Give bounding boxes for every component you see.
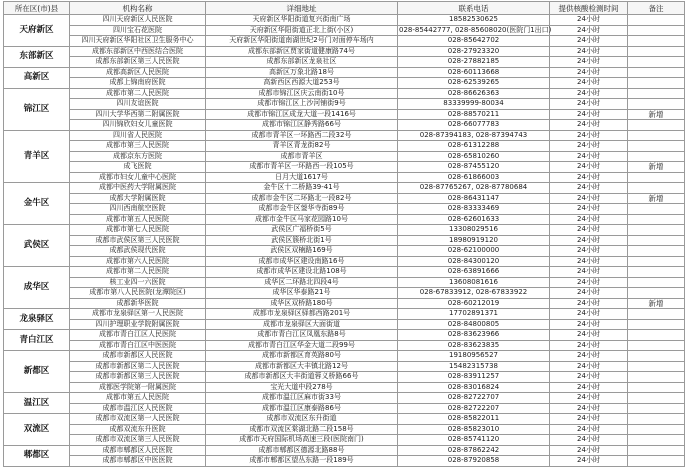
table-row (4, 214, 685, 225)
table-row (4, 67, 685, 78)
note-cell (628, 214, 685, 225)
table-row (4, 246, 685, 257)
hours-cell: 24小时 (550, 403, 628, 414)
header-note: 备注 (628, 2, 685, 15)
note-cell (628, 288, 685, 299)
note-cell (628, 435, 685, 446)
hours-cell: 24小时 (550, 99, 628, 110)
address-cell: 日月大道1617号 (206, 172, 398, 183)
note-cell (628, 99, 685, 110)
institution-cell: 成都市青白江区人民医院 (70, 330, 206, 341)
hours-cell: 24小时 (550, 151, 628, 162)
institution-cell: 成都市郫都区中医医院 (70, 456, 206, 467)
hours-cell: 24小时 (550, 246, 628, 257)
address-cell: 成都市新都区育英路80号 (206, 351, 398, 362)
hours-cell: 24小时 (550, 25, 628, 36)
phone-cell: 028-62601633 (398, 214, 550, 225)
note-cell (628, 46, 685, 57)
hours-cell: 24小时 (550, 214, 628, 225)
header-row (4, 2, 685, 15)
hours-cell: 24小时 (550, 393, 628, 404)
hours-cell: 24小时 (550, 15, 628, 26)
phone-cell: 028-60113668 (398, 67, 550, 78)
testing-sites-table (3, 1, 685, 467)
district-cell: 青白江区 (4, 330, 70, 351)
institution-cell: 四川天府新区人民医院 (70, 15, 206, 26)
institution-cell: 成飞医院 (70, 162, 206, 173)
hours-cell: 24小时 (550, 172, 628, 183)
phone-cell: 028-87920858 (398, 456, 550, 467)
hours-cell: 24小时 (550, 57, 628, 68)
district-cell: 东部新区 (4, 46, 70, 67)
phone-cell: 13608081616 (398, 277, 550, 288)
address-cell: 金牛区十二桥路39-41号 (206, 183, 398, 194)
note-cell (628, 309, 685, 320)
table-row (4, 172, 685, 183)
phone-cell: 028-84300120 (398, 256, 550, 267)
institution-cell: 成都市第七人民医院 (70, 225, 206, 236)
address-cell: 成都市成华区建设北路108号 (206, 267, 398, 278)
phone-cell: 028-87862242 (398, 445, 550, 456)
address-cell: 成都市青白江区凤凰东路8号 (206, 330, 398, 341)
institution-cell: 成都新华医院 (70, 298, 206, 309)
address-cell: 天府新区华阳街道复兴街南广场 (206, 15, 398, 26)
hours-cell: 24小时 (550, 88, 628, 99)
institution-cell: 成都市武侯区第三人民医院 (70, 235, 206, 246)
institution-cell: 四川友谊医院 (70, 99, 206, 110)
phone-cell: 028-63891666 (398, 267, 550, 278)
district-cell: 青羊区 (4, 130, 70, 183)
institution-cell: 成都双流东升医院 (70, 424, 206, 435)
phone-cell: 028-60212019 (398, 298, 550, 309)
table-row (4, 36, 685, 47)
table-row (4, 225, 685, 236)
hours-cell: 24小时 (550, 235, 628, 246)
table-row (4, 288, 685, 299)
hours-cell: 24小时 (550, 78, 628, 89)
note-cell (628, 414, 685, 425)
address-cell: 武侯区簇桥北街1号 (206, 235, 398, 246)
phone-cell: 028-83623835 (398, 340, 550, 351)
district-cell: 温江区 (4, 393, 70, 414)
table-row (4, 78, 685, 89)
address-cell: 成都市金牛区马家花园路10号 (206, 214, 398, 225)
address-cell: 成都市郫都区德源北路88号 (206, 445, 398, 456)
address-cell: 成都市双流区棠湖北路二段158号 (206, 424, 398, 435)
institution-cell: 成都东部新区第三人民医院 (70, 57, 206, 68)
address-cell: 成华区华泰路21号 (206, 288, 398, 299)
table-row (4, 372, 685, 383)
hours-cell: 24小时 (550, 183, 628, 194)
hours-cell: 24小时 (550, 277, 628, 288)
hours-cell: 24小时 (550, 456, 628, 467)
phone-cell: 028-61866003 (398, 172, 550, 183)
district-cell: 锦江区 (4, 88, 70, 130)
phone-cell: 028-62539265 (398, 78, 550, 89)
hours-cell: 24小时 (550, 351, 628, 362)
institution-cell: 成都市双流区第三人民医院 (70, 435, 206, 446)
institution-cell: 成都市新都区第三人民医院 (70, 372, 206, 383)
header-district: 所在区(市)县 (4, 2, 70, 15)
phone-cell: 028-88570211 (398, 109, 550, 120)
phone-cell: 028-86431147 (398, 193, 550, 204)
hours-cell: 24小时 (550, 361, 628, 372)
table-row (4, 204, 685, 215)
table-row (4, 256, 685, 267)
phone-cell: 028-27923320 (398, 46, 550, 57)
hours-cell: 24小时 (550, 288, 628, 299)
note-cell (628, 120, 685, 131)
note-cell (628, 67, 685, 78)
phone-cell: 028-85642702 (398, 36, 550, 47)
hours-cell: 24小时 (550, 330, 628, 341)
note-cell (628, 204, 685, 215)
address-cell: 成都市龙泉驿区驿都西路201号 (206, 309, 398, 320)
hours-cell: 24小时 (550, 340, 628, 351)
phone-cell: 028-83623966 (398, 330, 550, 341)
table-row (4, 330, 685, 341)
phone-cell: 028-66077783 (398, 120, 550, 131)
phone-cell: 028-62100000 (398, 246, 550, 257)
note-cell (628, 25, 685, 36)
district-cell: 郫都区 (4, 445, 70, 466)
address-cell: 成都市郫都区望丛东路一段189号 (206, 456, 398, 467)
note-cell (628, 78, 685, 89)
hours-cell: 24小时 (550, 319, 628, 330)
table-row (4, 162, 685, 173)
phone-cell: 028-84800805 (398, 319, 550, 330)
phone-cell: 028-85822011 (398, 414, 550, 425)
address-cell: 成都市青羊区一环路西一段105号 (206, 162, 398, 173)
table-row (4, 99, 685, 110)
note-cell (628, 319, 685, 330)
note-cell (628, 445, 685, 456)
address-cell: 成都市锦江区庆云南街10号 (206, 88, 398, 99)
institution-cell: 成都武侯现代医院 (70, 246, 206, 257)
header-hours: 提供核酸检测时间 (550, 2, 628, 15)
hours-cell: 24小时 (550, 267, 628, 278)
table-row (4, 445, 685, 456)
address-cell: 成都市青白江区华金大道二段99号 (206, 340, 398, 351)
hours-cell: 24小时 (550, 435, 628, 446)
address-cell: 成都市天府国际机场高速三段(医院南门) (206, 435, 398, 446)
note-cell: 新增 (628, 109, 685, 120)
note-cell (628, 330, 685, 341)
table-row (4, 319, 685, 330)
note-cell (628, 172, 685, 183)
note-cell (628, 235, 685, 246)
phone-cell: 028-83333469 (398, 204, 550, 215)
hours-cell: 24小时 (550, 130, 628, 141)
phone-cell: 028-67833912, 028-67833922 (398, 288, 550, 299)
table-row (4, 424, 685, 435)
note-cell: 新增 (628, 162, 685, 173)
note-cell (628, 88, 685, 99)
header-address: 详细地址 (206, 2, 398, 15)
institution-cell: 成都市第五人民医院 (70, 214, 206, 225)
table-row (4, 361, 685, 372)
note-cell (628, 183, 685, 194)
address-cell: 成都市新都区大丰镇北路12号 (206, 361, 398, 372)
phone-cell: 028-65810260 (398, 151, 550, 162)
table-row (4, 141, 685, 152)
address-cell: 青羊区青龙街82号 (206, 141, 398, 152)
institution-cell: 核工业四一六医院 (70, 277, 206, 288)
table-row (4, 414, 685, 425)
address-cell: 宝光大道中段278号 (206, 382, 398, 393)
note-cell (628, 36, 685, 47)
phone-cell: 028-86626363 (398, 88, 550, 99)
address-cell: 高新区万象北路18号 (206, 67, 398, 78)
phone-cell: 028-85823010 (398, 424, 550, 435)
address-cell: 成都市双流区东升街道 (206, 414, 398, 425)
phone-cell: 83339999-80034 (398, 99, 550, 110)
table-row (4, 183, 685, 194)
phone-cell: 18980919120 (398, 235, 550, 246)
institution-cell: 成都市青白江区中医医院 (70, 340, 206, 351)
hours-cell: 24小时 (550, 36, 628, 47)
table-row (4, 435, 685, 446)
address-cell: 成都市锦江区上沙河铺街9号 (206, 99, 398, 110)
table-row (4, 57, 685, 68)
note-cell (628, 361, 685, 372)
hours-cell: 24小时 (550, 46, 628, 57)
district-cell: 武侯区 (4, 225, 70, 267)
institution-cell: 成都市第五人民医院 (70, 393, 206, 404)
hours-cell: 24小时 (550, 414, 628, 425)
header-phone: 联系电话 (398, 2, 550, 15)
address-cell: 天府新区华阳街道正北上街(小区) (206, 25, 398, 36)
hours-cell: 24小时 (550, 67, 628, 78)
district-cell: 金牛区 (4, 183, 70, 225)
institution-cell: 成都市第二人民医院 (70, 88, 206, 99)
phone-cell: 028-85442777, 028-85608020(医院门1出口) (399, 25, 552, 34)
hours-cell: 24小时 (550, 424, 628, 435)
hours-cell: 24小时 (550, 141, 628, 152)
table-row (4, 267, 685, 278)
table-row (4, 340, 685, 351)
institution-cell: 四川天府新区华阳社区卫生服务中心 (70, 36, 206, 47)
institution-cell: 成都大学附属医院 (70, 193, 206, 204)
note-cell (628, 141, 685, 152)
table-body (4, 15, 685, 467)
address-cell: 成都市锦江区静秀路66号 (206, 120, 398, 131)
address-cell: 武侯区广福桥街5号 (206, 225, 398, 236)
note-cell (628, 382, 685, 393)
institution-cell: 四川省人民医院 (70, 130, 206, 141)
address-cell: 成都市青羊区一环路西二段32号 (206, 130, 398, 141)
phone-cell: 13308029516 (398, 225, 550, 236)
table-row (4, 46, 685, 57)
address-cell: 成都市金牛区蓥华寺街89号 (206, 204, 398, 215)
table-row (4, 456, 685, 467)
table-row (4, 277, 685, 288)
hours-cell: 24小时 (550, 298, 628, 309)
address-cell: 成都市温江区麻市街33号 (206, 393, 398, 404)
phone-cell: 028-87455120 (398, 162, 550, 173)
institution-cell: 成都市新都区人民医院 (70, 351, 206, 362)
institution-cell: 四川护理职业学院附属医院 (70, 319, 206, 330)
address-cell: 成都市金牛区二环路北一段82号 (206, 193, 398, 204)
table-row (4, 15, 685, 26)
address-cell: 高新西区西源大道253号 (206, 78, 398, 89)
table-row (4, 382, 685, 393)
address-cell: 成华区二环路北四段4号 (206, 277, 398, 288)
note-cell (628, 393, 685, 404)
note-cell (628, 57, 685, 68)
institution-cell: 成都市第八人民医院(龙潭院区) (70, 288, 206, 299)
address-cell: 成华区双桥路180号 (206, 298, 398, 309)
phone-cell: 17702891371 (398, 309, 550, 320)
note-cell (628, 256, 685, 267)
institution-cell: 成都市温江区人民医院 (70, 403, 206, 414)
institution-cell: 成都高新区人民医院 (70, 67, 206, 78)
institution-cell: 成都市第二人民医院 (70, 267, 206, 278)
hours-cell: 24小时 (550, 225, 628, 236)
note-cell (628, 351, 685, 362)
table-row (4, 309, 685, 320)
hours-cell: 24小时 (550, 162, 628, 173)
note-cell (628, 372, 685, 383)
institution-cell: 成都市龙泉驿区第一人民医院 (70, 309, 206, 320)
hours-cell: 24小时 (550, 256, 628, 267)
phone-cell: 028-87765267, 028-87780684 (398, 183, 550, 194)
phone-cell: 028-27882185 (398, 57, 550, 68)
institution-cell: 成都市妇女儿童中心医院 (70, 172, 206, 183)
phone-cell: 028-83911257 (398, 372, 550, 383)
institution-cell: 成都市双流区第一人民医院 (70, 414, 206, 425)
hours-cell: 24小时 (550, 372, 628, 383)
institution-cell: 成都京东方医院 (70, 151, 206, 162)
table-row (4, 403, 685, 414)
note-cell (628, 246, 685, 257)
district-cell: 双流区 (4, 414, 70, 446)
note-cell (628, 403, 685, 414)
institution-cell: 成都市第六人民医院 (70, 256, 206, 267)
hours-cell: 24小时 (550, 309, 628, 320)
hours-cell: 24小时 (550, 445, 628, 456)
institution-cell: 成都市第三人民医院 (70, 141, 206, 152)
table-row (4, 298, 685, 309)
table-row (4, 25, 685, 36)
institution-cell: 四川锦欣妇女儿童医院 (70, 120, 206, 131)
hours-cell: 24小时 (550, 120, 628, 131)
note-cell (628, 151, 685, 162)
table-row (4, 193, 685, 204)
hours-cell: 24小时 (550, 204, 628, 215)
phone-cell: 028-87394183, 028-87394743 (398, 130, 550, 141)
address-cell: 成都市成华区建设南路16号 (206, 256, 398, 267)
institution-cell: 成都市郫都区人民医院 (70, 445, 206, 456)
district-cell: 高新区 (4, 67, 70, 88)
table-row (4, 235, 685, 246)
address-cell: 成都市温江区康泰路86号 (206, 403, 398, 414)
note-cell (628, 267, 685, 278)
phone-cell: 028-82722207 (398, 403, 550, 414)
institution-cell: 四川西南航空医院 (70, 204, 206, 215)
address-cell: 成都东部新区龙泉社区 (206, 57, 398, 68)
table-row (4, 351, 685, 362)
district-cell: 龙泉驿区 (4, 309, 70, 330)
phone-cell: 028-83016824 (398, 382, 550, 393)
table-row (4, 120, 685, 131)
address-cell: 成都东部新区贾家街道健康路74号 (206, 46, 398, 57)
phone-cell: 028-61312288 (398, 141, 550, 152)
note-cell (628, 424, 685, 435)
phone-cell: 18582530625 (398, 15, 550, 26)
note-cell: 新增 (628, 193, 685, 204)
note-cell (628, 225, 685, 236)
institution-cell: 成都中医药大学附属医院 (70, 183, 206, 194)
phone-cell: 15482315738 (398, 361, 550, 372)
table-row (4, 88, 685, 99)
hours-cell: 24小时 (550, 382, 628, 393)
address-cell: 成都市龙泉驿区大面街道 (206, 319, 398, 330)
institution-cell: 四川宝石花医院 (70, 25, 206, 36)
address-cell: 成都市青羊区 (206, 151, 398, 162)
header-institution: 机构名称 (70, 2, 206, 15)
phone-cell: 028-85741120 (398, 435, 550, 446)
note-cell (628, 15, 685, 26)
institution-cell: 四川大学华西第二附属医院 (70, 109, 206, 120)
address-cell: 成都市锦江区成龙大道一段1416号 (206, 109, 398, 120)
district-cell: 成华区 (4, 267, 70, 309)
district-cell: 天府新区 (4, 15, 70, 47)
address-cell: 天府新区华阳街道南湖世纪2号门对面停车场内 (206, 36, 398, 47)
address-cell: 武侯区双楠路169号 (206, 246, 398, 257)
institution-cell: 成都医学院第一附属医院 (70, 382, 206, 393)
note-cell (628, 130, 685, 141)
address-cell: 成都市新都区大丰街道蓉义桥路66号 (206, 372, 398, 383)
table-row (4, 109, 685, 120)
note-cell (628, 277, 685, 288)
institution-cell: 成都上锦南府医院 (70, 78, 206, 89)
hours-cell: 24小时 (550, 109, 628, 120)
hours-cell: 24小时 (550, 193, 628, 204)
table-row (4, 393, 685, 404)
table-row (4, 130, 685, 141)
phone-cell: 028-82722707 (398, 393, 550, 404)
institution-cell: 成都市新都区第二人民医院 (70, 361, 206, 372)
table-row (4, 151, 685, 162)
institution-cell: 成都东部新区中西医结合医院 (70, 46, 206, 57)
phone-cell: 19180956527 (398, 351, 550, 362)
note-cell (628, 456, 685, 467)
hospital-testing-table-sheet (0, 1, 687, 465)
note-cell (628, 340, 685, 351)
district-cell: 新都区 (4, 351, 70, 393)
note-cell: 新增 (628, 298, 685, 309)
